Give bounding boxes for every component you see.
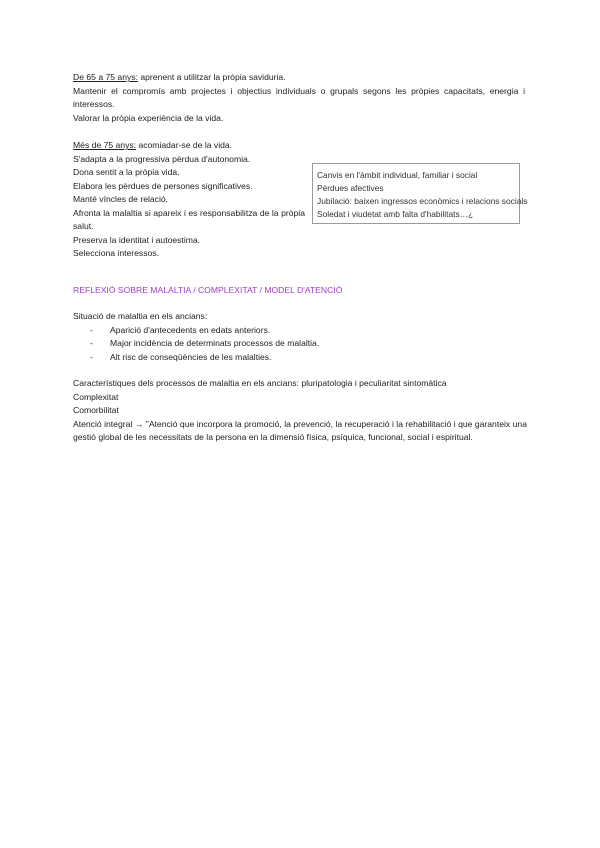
atencio-integral: Atenció integral → "Atenció que incorpora la promoció, la prevenció, la recuperació i la rehabilitació i que garanteix una gestió global de les necessitats de la persona en la dimensió física, psíquica, funcional, social i espiritual. <box>73 418 527 442</box>
situacio-list <box>73 324 525 365</box>
caracteristiques-line: Complexitat <box>73 391 119 402</box>
situacio-title: Situació de malaltia en els ancians: <box>73 311 208 321</box>
dash-marker: - <box>90 338 93 348</box>
section-75-plus-line: S'adapta a la progressiva pèrdua d'autonomia. <box>73 153 251 164</box>
section-75-plus-line: Dona sentit a la pròpia vida. <box>73 167 180 177</box>
section-75-plus-line: Afronta la malaltia si apareix i es responsabilitza de la pròpia salut. <box>73 207 305 231</box>
section-75-plus-heading-line <box>73 139 305 153</box>
section-75-plus <box>73 139 305 261</box>
list-item <box>73 324 525 338</box>
dash-marker: - <box>90 351 93 362</box>
section-heading: REFLEXIÓ SOBRE MALALTIA / COMPLEXITAT / MODEL D'ATENCIÓ <box>73 285 343 295</box>
section-65-75-heading-line <box>73 71 525 85</box>
list-item <box>73 351 525 365</box>
section-65-75-heading: De 65 a 75 anys: <box>73 72 138 82</box>
section-75-plus-line: Preserva la identitat i autoestima. <box>73 234 201 245</box>
section-65-75-heading-rest: aprenent a utilitzar la pròpia saviduria. <box>137 72 286 82</box>
situacio-section <box>73 310 525 364</box>
section-75-plus-heading-rest: acomiadar-se de la vida. <box>136 140 233 150</box>
section-65-75 <box>73 71 525 125</box>
list-item <box>73 337 525 351</box>
section-65-75-line: Valorar la pròpia experiència de la vida. <box>73 112 224 123</box>
section-75-plus-line: Manté víncles de relació. <box>73 194 169 204</box>
list-item-text: Major incidència de determinats processos de malaltia. <box>110 338 320 348</box>
box-line: Canvis en l'àmbit individual, familiar i social <box>317 170 478 180</box>
caracteristiques-line: Comorbilitat <box>73 405 119 415</box>
section-75-plus-heading: Més de 75 anys: <box>73 140 137 150</box>
box-line: Pèrdues afectives <box>317 182 384 193</box>
changes-box <box>312 163 528 224</box>
section-65-75-line: Mantenir el compromís amb projectes i objectius individuals o grupals segons les pròpies capacitats, energia i interessos. <box>73 85 525 109</box>
caracteristiques-section <box>73 377 527 445</box>
box-line: Soledat i viudetat amb falta d'habilitats…¿ <box>317 208 474 219</box>
list-item-text: Aparició d'antecedents en edats anteriors. <box>110 324 271 335</box>
list-item-text: Alt risc de conseqüències de les malalties. <box>110 351 272 362</box>
dash-marker: - <box>90 324 93 335</box>
section-75-plus-line: Selecciona interessos. <box>73 248 159 258</box>
section-75-plus-line: Elabora les pèrdues de persones significatives. <box>73 180 253 191</box>
caracteristiques-title: Característiques dels processos de malaltia en els ancians: pluripatologia i peculiaritat sintomàtica <box>73 378 447 388</box>
box-line: Jubilació: baixen ingressos econòmics i relacions socials <box>317 195 528 206</box>
